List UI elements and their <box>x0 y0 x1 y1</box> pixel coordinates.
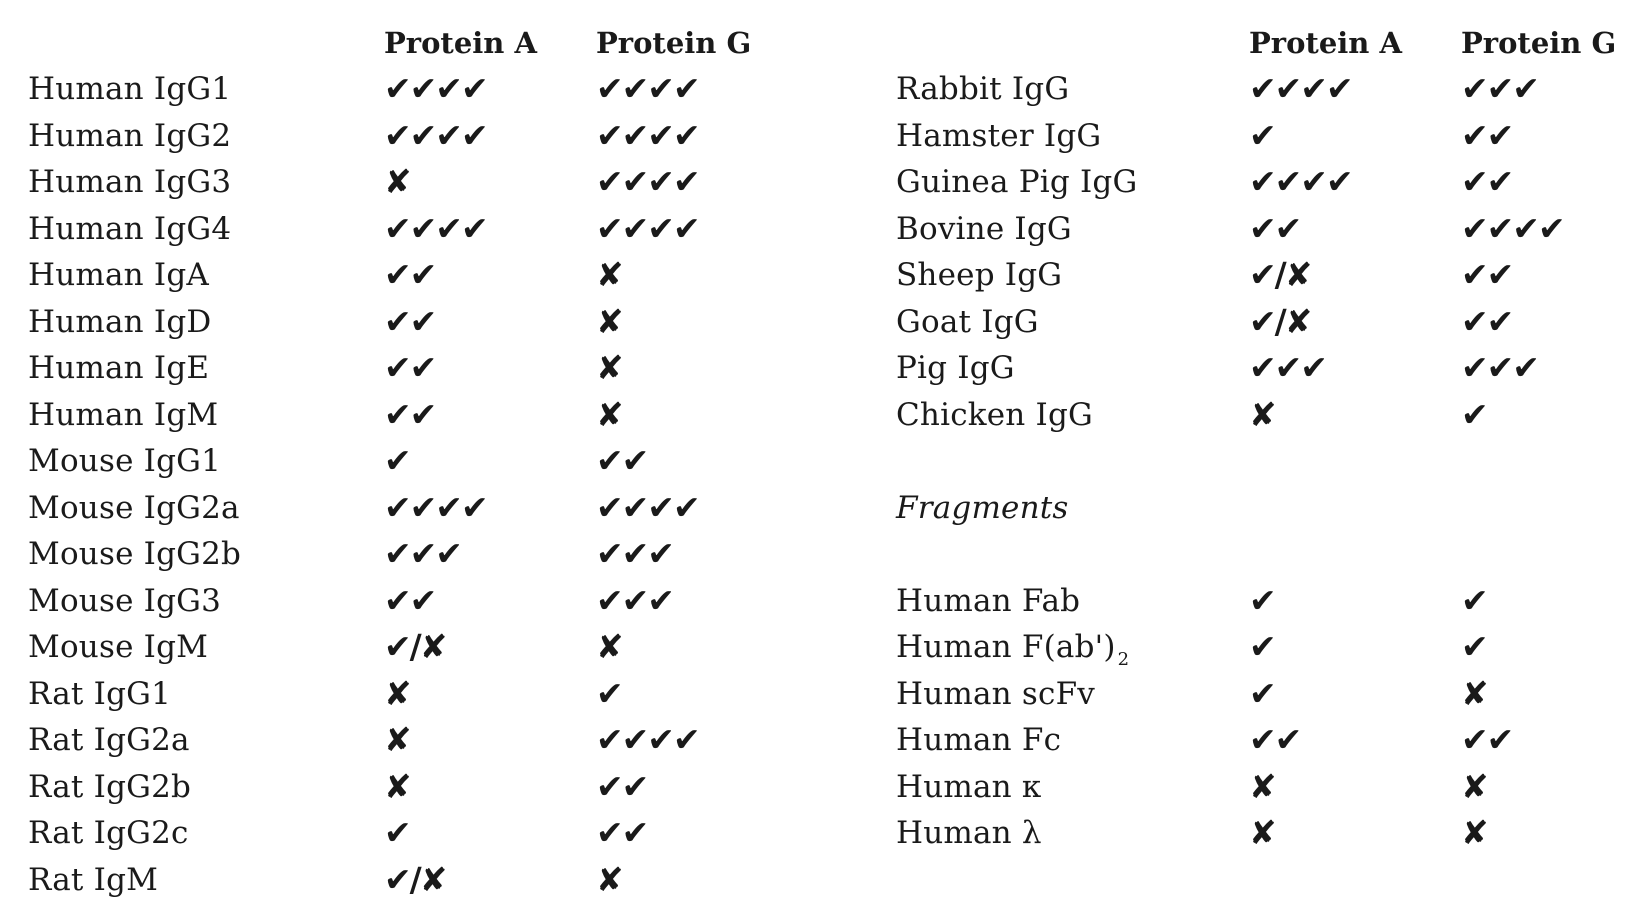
protein-a-rating: ✔✔ <box>1249 720 1301 759</box>
protein-g-rating: ✔ <box>596 673 622 713</box>
protein-a-rating: ✘ <box>384 766 410 806</box>
species-isotype-label <box>28 345 209 391</box>
species-isotype-label <box>28 392 218 438</box>
protein-a-rating: ✘ <box>1249 394 1275 434</box>
species-isotype-label <box>28 810 189 856</box>
species-isotype-text: Rat IgG2a <box>28 722 190 758</box>
species-isotype-text: Human IgG2 <box>28 117 232 154</box>
protein-a-rating: ✔/✘ <box>1249 255 1311 294</box>
protein-a-rating: ✘ <box>1249 766 1275 806</box>
protein-g-rating: ✔✔ <box>1461 115 1513 155</box>
protein-a-rating: ✔/✘ <box>1249 301 1311 341</box>
subscript-text: 2 <box>1117 649 1130 670</box>
species-isotype-text: Human λ <box>896 815 1042 851</box>
species-isotype-label <box>896 345 1015 391</box>
species-isotype-label <box>896 252 1062 298</box>
species-isotype-text: Mouse IgG2b <box>28 536 242 572</box>
protein-a-rating: ✔✔ <box>384 580 436 620</box>
species-isotype-label <box>28 671 171 717</box>
protein-a-rating: ✔✔✔✔ <box>384 487 487 527</box>
protein-g-rating: ✔✔✔ <box>1461 69 1538 108</box>
protein-a-rating: ✔✔✔✔ <box>1249 69 1352 108</box>
species-isotype-label <box>28 764 191 810</box>
protein-a-rating: ✔✔✔ <box>384 534 461 573</box>
protein-a-rating: ✔✔ <box>384 255 436 294</box>
species-isotype-text: Mouse IgG3 <box>28 582 222 619</box>
protein-a-rating: ✔✔✔✔ <box>384 69 487 108</box>
protein-g-rating: ✔✔ <box>1461 301 1513 341</box>
species-isotype-label <box>896 113 1101 159</box>
protein-g-rating: ✔✔✔✔ <box>596 208 699 248</box>
protein-a-rating: ✔✔✔✔ <box>1249 162 1352 201</box>
protein-a-rating: ✔✔✔✔ <box>384 115 487 155</box>
protein-g-rating: ✔✔ <box>596 766 648 806</box>
protein-a-rating: ✔✔ <box>1249 208 1301 248</box>
protein-a-rating: ✔✔ <box>384 301 436 341</box>
species-isotype-text: Hamster IgG <box>896 117 1102 154</box>
species-isotype-label <box>896 671 1095 717</box>
species-isotype-label <box>896 66 1069 112</box>
protein-g-rating: ✔✔✔✔ <box>596 115 699 155</box>
species-isotype-label <box>28 113 231 159</box>
species-isotype-text: Human Fab <box>896 582 1081 619</box>
protein-g-rating: ✘ <box>596 255 622 294</box>
protein-g-rating: ✘ <box>1461 673 1487 713</box>
protein-g-rating: ✘ <box>596 394 622 434</box>
species-isotype-text: Sheep IgG <box>896 257 1063 293</box>
species-isotype-label <box>28 252 209 298</box>
species-isotype-label <box>28 531 241 577</box>
species-isotype-text: Human scFv <box>896 675 1095 712</box>
protein-g-rating: ✔✔✔✔ <box>596 487 699 527</box>
species-isotype-label <box>28 578 221 624</box>
protein-a-column-header: Protein A <box>1249 26 1402 60</box>
protein-g-rating: ✔✔✔ <box>596 580 673 620</box>
protein-g-rating: ✔ <box>1461 580 1487 620</box>
protein-g-rating: ✔✔✔✔ <box>596 720 699 759</box>
species-isotype-label <box>896 810 1042 856</box>
protein-g-rating: ✘ <box>1461 813 1487 852</box>
species-isotype-text: Mouse IgG1 <box>28 443 222 479</box>
species-isotype-text: Human IgD <box>28 303 212 340</box>
protein-g-rating: ✔✔ <box>1461 720 1513 759</box>
species-isotype-text: Human IgG3 <box>28 164 232 200</box>
species-isotype-label <box>28 485 240 531</box>
protein-a-rating: ✘ <box>1249 813 1275 852</box>
protein-g-rating: ✘ <box>596 859 622 899</box>
protein-g-rating: ✔✔ <box>596 441 648 480</box>
species-isotype-text: Human IgA <box>28 257 209 293</box>
species-isotype-text: Mouse IgG2a <box>28 489 240 526</box>
species-isotype-text: Pig IgG <box>896 350 1015 386</box>
protein-g-rating: ✔ <box>1461 394 1487 434</box>
protein-a-rating: ✔ <box>1249 627 1275 666</box>
species-isotype-label <box>28 299 211 345</box>
protein-a-rating: ✔✔✔ <box>1249 348 1326 387</box>
fragments-section-label: Fragments <box>896 489 1069 526</box>
species-isotype-label <box>896 159 1137 205</box>
species-isotype-text: Guinea Pig IgG <box>896 164 1138 200</box>
species-isotype-text: Mouse IgM <box>28 629 209 665</box>
protein-g-rating: ✔✔ <box>1461 162 1513 201</box>
protein-a-rating: ✘ <box>384 673 410 713</box>
protein-g-column-header: Protein G <box>596 26 752 60</box>
protein-a-rating: ✔/✘ <box>384 627 446 666</box>
species-isotype-text: Human F(ab') <box>896 629 1116 665</box>
species-isotype-text: Human Fc <box>896 722 1062 758</box>
species-isotype-text: Human IgG1 <box>28 71 232 107</box>
species-isotype-label <box>896 392 1093 438</box>
species-isotype-label <box>896 578 1080 624</box>
protein-a-rating: ✔ <box>1249 673 1275 713</box>
protein-a-rating: ✔ <box>1249 115 1275 155</box>
protein-a-rating: ✘ <box>384 162 410 201</box>
protein-g-rating: ✔✔✔✔ <box>596 69 699 108</box>
species-isotype-label <box>28 717 190 763</box>
species-isotype-text: Rat IgG2b <box>28 768 192 805</box>
protein-g-rating: ✔✔ <box>1461 255 1513 294</box>
species-isotype-text: Rat IgM <box>28 861 159 898</box>
protein-a-rating: ✔✔✔✔ <box>384 208 487 248</box>
protein-g-rating: ✔ <box>1461 627 1487 666</box>
protein-a-rating: ✔✔ <box>384 394 436 434</box>
protein-g-rating: ✘ <box>1461 766 1487 806</box>
protein-g-rating: ✔✔ <box>596 813 648 852</box>
protein-a-rating: ✔/✘ <box>384 859 446 899</box>
species-isotype-label <box>28 159 231 205</box>
protein-g-rating: ✔✔✔✔ <box>1461 208 1564 248</box>
species-isotype-label <box>28 438 221 484</box>
protein-g-rating: ✘ <box>596 348 622 387</box>
species-isotype-label <box>896 764 1041 810</box>
protein-a-rating: ✔ <box>1249 580 1275 620</box>
protein-a-rating: ✔✔ <box>384 348 436 387</box>
protein-g-rating: ✔✔✔✔ <box>596 162 699 201</box>
species-isotype-label <box>28 857 158 903</box>
species-isotype-label <box>896 206 1072 252</box>
species-isotype-text: Rat IgG1 <box>28 675 172 712</box>
species-isotype-label <box>28 66 231 112</box>
species-isotype-text: Rabbit IgG <box>896 71 1070 107</box>
species-isotype-text: Human IgG4 <box>28 210 232 247</box>
protein-g-rating: ✔✔✔ <box>596 534 673 573</box>
species-isotype-text: Goat IgG <box>896 303 1039 340</box>
protein-g-column-header: Protein G <box>1461 26 1617 60</box>
species-isotype-label <box>896 717 1061 763</box>
species-isotype-text: Human κ <box>896 768 1042 805</box>
protein-g-rating: ✘ <box>596 627 622 666</box>
protein-g-rating: ✘ <box>596 301 622 341</box>
species-isotype-text: Human IgE <box>28 350 210 386</box>
species-isotype-text: Chicken IgG <box>896 396 1093 433</box>
protein-a-rating: ✘ <box>384 720 410 759</box>
species-isotype-label <box>28 206 231 252</box>
species-isotype-label <box>28 624 208 670</box>
protein-a-rating: ✔ <box>384 813 410 852</box>
protein-a-column-header: Protein A <box>384 26 537 60</box>
species-isotype-text: Bovine IgG <box>896 210 1072 247</box>
protein-a-rating: ✔ <box>384 441 410 480</box>
species-isotype-label <box>896 299 1039 345</box>
protein-g-rating: ✔✔✔ <box>1461 348 1538 387</box>
species-isotype-text: Rat IgG2c <box>28 815 189 851</box>
species-isotype-text: Human IgM <box>28 396 219 433</box>
